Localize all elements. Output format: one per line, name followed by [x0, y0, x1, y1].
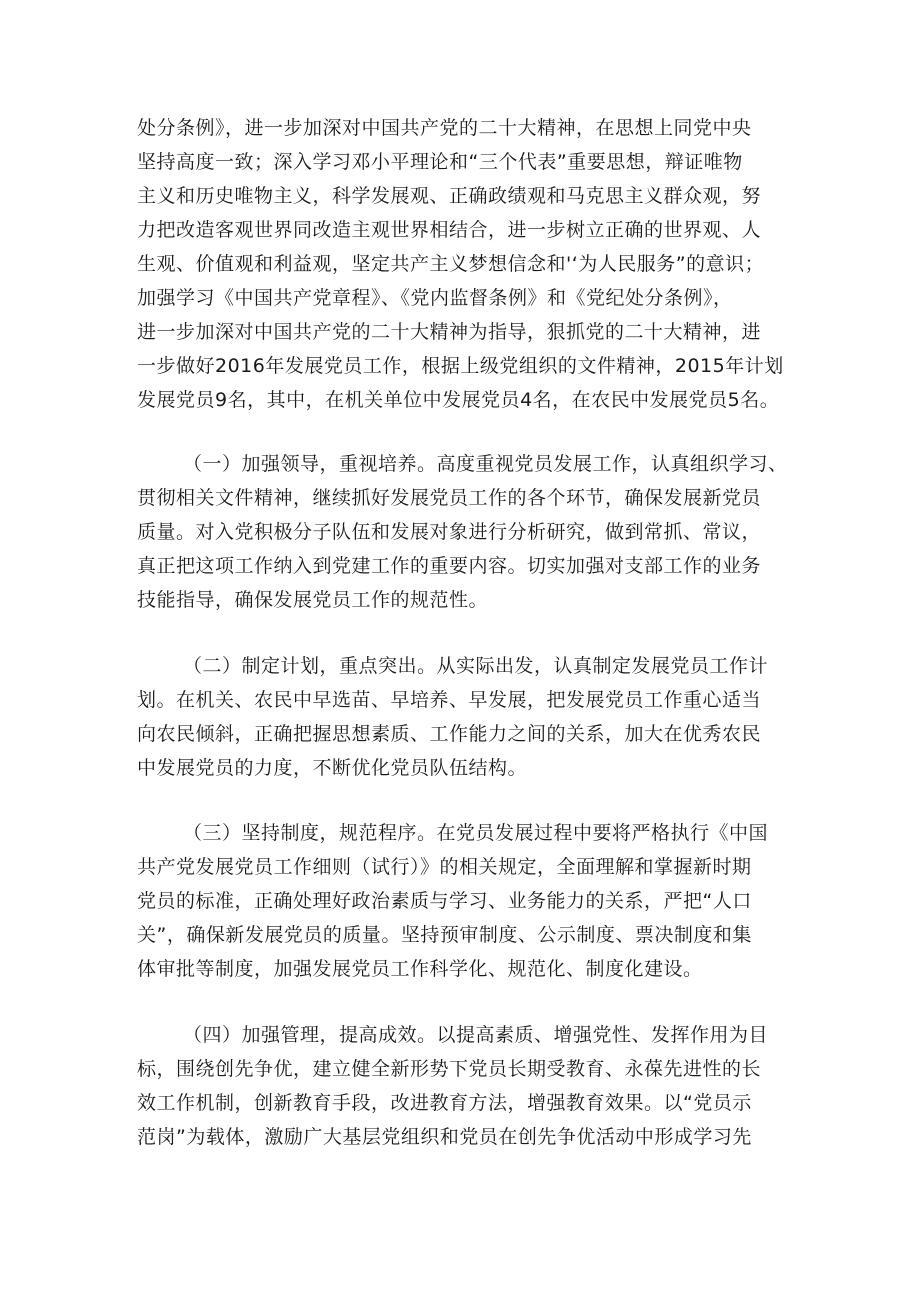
- text-line: 关”，确保新发展党员的质量。坚持预审制度、公示制度、票决制度和集: [137, 924, 752, 946]
- paragraph-section-1: [137, 447, 787, 617]
- text-line: 体审批等制度，加强发展党员工作科学化、规范化、制度化建设。: [137, 958, 703, 980]
- text-line: 生观、价值观和利益观，坚定共产主义梦想信念和'‘为人民服务”的意识；: [137, 253, 765, 275]
- text-line: 主义和历史唯物主义，科学发展观、正确政绩观和马克思主义群众观，努: [137, 185, 762, 207]
- text-line: （二）制定计划，重点突出。从实际出发，认真制定发展党员工作计: [183, 655, 769, 677]
- text-line: 处分条例》，进一步加深对中国共产党的二十大精神，在思想上同党中央: [137, 117, 752, 139]
- text-line: 中发展党员的力度，不断优化党员队伍结构。: [137, 757, 528, 779]
- text-line: 质量。对入党积极分子队伍和发展对象进行分析研究，做到常抓、常议，: [137, 521, 762, 543]
- text-line: 进一步加深对中国共产党的二十大精神为指导，狠抓党的二十大精神，进: [137, 321, 762, 343]
- text-line: 发展党员9名，其中，在机关单位中发展党员4名，在农民中发展党员5名。: [137, 389, 780, 411]
- text-line: 贯彻相关文件精神，继续抓好发展党员工作的各个环节，确保发展新党员: [137, 487, 762, 509]
- paragraph-intro: [137, 111, 787, 417]
- text-line: （三）坚持制度，规范程序。在党员发展过程中要将严格执行《中国: [183, 822, 769, 844]
- text-line: 范岗”为载体，激励广大基层党组织和党员在创先争优活动中形成学习先: [137, 1126, 752, 1148]
- paragraph-section-3: [137, 816, 787, 986]
- paragraph-section-4: [137, 1018, 787, 1154]
- text-line: 力把改造客观世界同改造主观世界相结合，进一步树立正确的世界观、人: [137, 219, 762, 241]
- text-line: 技能指导，确保发展党员工作的规范性。: [137, 589, 489, 611]
- text-line: 坚持高度一致；深入学习邓小平理论和“三个代表”重要思想，辩证唯物: [137, 151, 743, 173]
- text-line: 加强学习《中国共产党章程》、《党内监督条例》和《党纪处分条例》，: [137, 287, 733, 309]
- text-line: 标，围绕创先争优，建立健全新形势下党员长期受教育、永葆先进性的长: [137, 1058, 762, 1080]
- text-line: （四）加强管理，提高成效。以提高素质、增强党性、发挥作用为目: [183, 1024, 769, 1046]
- text-line: 划。在机关、农民中早选苗、早培养、早发展，把发展党员工作重心适当: [137, 689, 762, 711]
- text-line: 向农民倾斜，正确把握思想素质、工作能力之间的关系，加大在优秀农民: [137, 723, 762, 745]
- text-line: 真正把这项工作纳入到党建工作的重要内容。切实加强对支部工作的业务: [137, 555, 762, 577]
- text-line: 党员的标准，正确处理好政治素质与学习、业务能力的关系，严把“人口: [137, 890, 752, 912]
- paragraph-section-2: [137, 649, 787, 785]
- text-line: 一步做好2016年发展党员工作，根据上级党组织的文件精神，2015年计划: [137, 355, 784, 377]
- text-line: 共产党发展党员工作细则（试行）》的相关规定，全面理解和掌握新时期: [137, 856, 752, 878]
- text-line: 效工作机制，创新教育手段，改进教育方法，增强教育效果。以“党员示: [137, 1092, 752, 1114]
- text-line: （一）加强领导，重视培养。高度重视党员发展工作，认真组织学习、: [183, 453, 788, 475]
